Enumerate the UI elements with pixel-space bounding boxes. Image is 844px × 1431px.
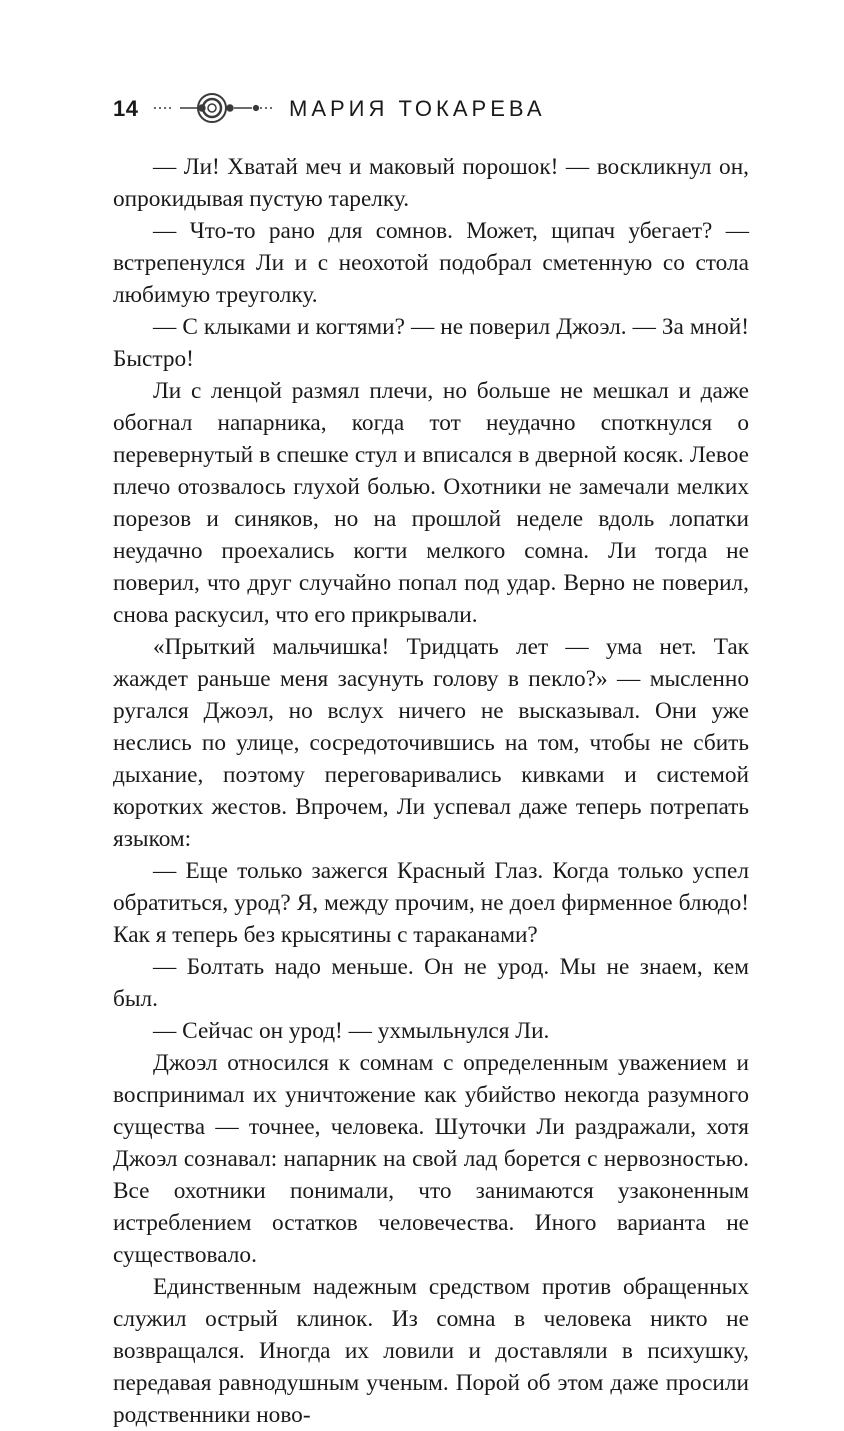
paragraph: — Что-то рано для сомнов. Может, щипач убегает? — встрепенулся Ли и с неохотой подобрал сметенную со стола любимую треуголку.: [113, 218, 749, 308]
running-header: [113, 92, 753, 128]
author-name: МАРИЯ ТОКАРЕВА: [289, 96, 546, 121]
paragraph: — С клыками и когтями? — не поверил Джоэл. — За мной! Быстро!: [113, 314, 749, 372]
paragraph: Джоэл относился к сомнам с определенным уважением и воспринимал их уничтожение как убийство некогда разумного существа — точнее, человека. Шуточки Ли раздражали, хотя Джоэл сознавал: напарник на свой лад борется с нервозностью. Все охотники понимали, что занимаются узаконенным истреблением остатков человечества. Иного варианта не существовало.: [113, 1050, 749, 1268]
paragraph: «Прыткий мальчишка! Тридцать лет — ума нет. Так жаждет раньше меня засунуть голову в пекло?» — мысленно ругался Джоэл, но вслух ничего не высказывал. Они уже неслись по улице, сосредоточившись на том, чтобы не сбить дыхание, поэтому переговаривались кивками и системой коротких жестов. Впрочем, Ли успевал даже теперь потрепать языком:: [113, 634, 749, 852]
paragraph: Единственным надежным средством против обращенных служил острый клинок. Из сомна в человека никто не возвращался. Иногда их ловили и доставляли в психушку, передавая равнодушным ученым. Порой об этом даже просили родственники ново-: [113, 1274, 749, 1428]
body-text: [113, 151, 749, 1431]
paragraph: — Еще только зажегся Красный Глаз. Когда только успел обратиться, урод? Я, между прочим, не доел фирменное блюдо! Как я теперь без крысятины с тараканами?: [113, 858, 749, 948]
page-number: 14: [113, 96, 139, 121]
paragraph: — Сейчас он урод! — ухмыльнулся Ли.: [153, 1018, 550, 1044]
paragraph: Ли с ленцой размял плечи, но больше не мешкал и даже обогнал напарника, когда тот неудачно споткнулся о перевернутый в спешке стул и вписался в дверной косяк. Левое плечо отозвалось глухой болью. Охотники не замечали мелких порезов и синяков, но на прошлой неделе вдоль лопатки неудачно проехались когти мелкого сомна. Ли тогда не поверил, что друг случайно попал под удар. Верно не поверил, снова раскусил, что его прикрывали.: [113, 378, 749, 628]
paragraph: — Ли! Хватай меч и маковый порошок! — воскликнул он, опрокидывая пустую тарелку.: [113, 154, 749, 212]
paragraph: — Болтать надо меньше. Он не урод. Мы не знаем, кем был.: [113, 954, 749, 1012]
